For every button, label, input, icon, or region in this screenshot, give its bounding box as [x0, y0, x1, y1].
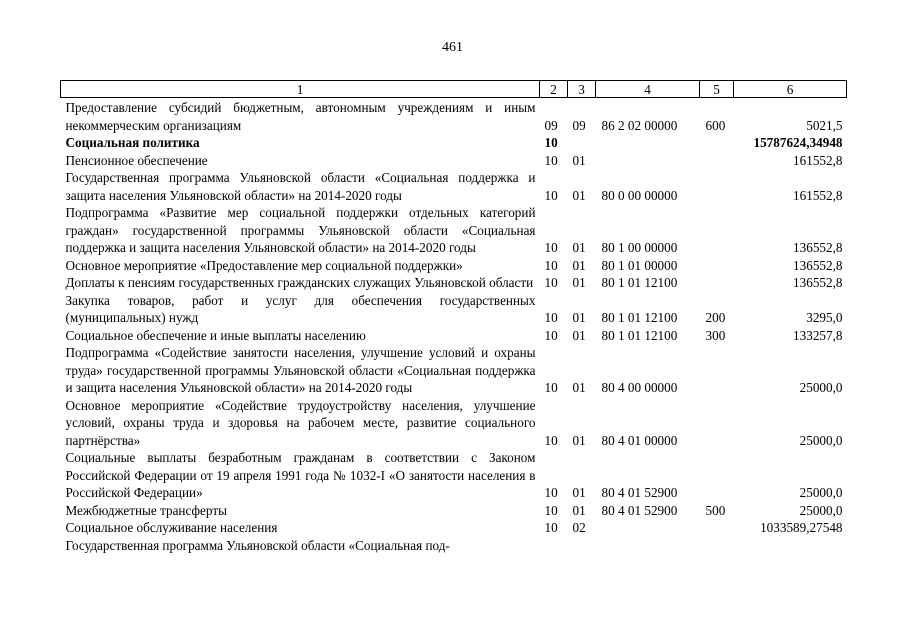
row-expense-type-cell: 500: [705, 502, 726, 518]
header-col-3: 3: [568, 81, 596, 98]
row-subsection-cell: 01: [572, 240, 586, 255]
row-subsection-cell: 01: [572, 310, 586, 325]
row-sum-cell: 161552,8: [793, 187, 843, 203]
header-col-6: 6: [734, 81, 847, 98]
row-subsection-cell: 01: [572, 152, 586, 168]
table-row: [61, 292, 847, 327]
row-subsection-cell: 01: [572, 275, 586, 290]
row-target-code-cell: [596, 519, 700, 537]
row-section-cell: [540, 537, 568, 555]
row-section-cell: 10: [544, 310, 558, 325]
row-expense-type-cell: [700, 204, 734, 257]
row-name-cell: Подпрограмма «Содействие занятости населения, улучшение условий и охраны труда» государственной программы Ульяновской области «Социальная поддержка и защита населения Ульяновской области» на 2014-2020 годы: [65, 345, 536, 395]
row-name-cell: Социальное обслуживание населения: [65, 520, 278, 535]
table-row: [61, 98, 847, 135]
row-subsection-cell: [568, 537, 596, 555]
row-section-cell: 10: [544, 432, 558, 448]
row-section-cell: 10: [544, 135, 558, 150]
row-name-cell: Подпрограмма «Развитие мер социальной поддержки отдельных категорий граждан» государственной программы Ульяновской области «Социальная поддержка и защита населения Ульяновской области» на 2014-2020 годы: [65, 205, 536, 255]
row-sum-cell: 136552,8: [793, 275, 843, 290]
row-subsection-cell: 01: [572, 257, 586, 273]
row-target-code-cell: 86 2 02 00000: [601, 117, 678, 133]
row-name-cell: Социальные выплаты безработным гражданам в соответствии с Законом Российской Федерации от 19 апреля 1991 года № 1032-I «О занятости населения в Российской Федерации»: [65, 450, 536, 500]
row-name-cell: Основное мероприятие «Предоставление мер социальной поддержки»: [65, 257, 463, 273]
row-sum-cell: 161552,8: [793, 152, 843, 168]
row-sum-cell: 136552,8: [793, 257, 843, 273]
row-section-cell: 10: [544, 152, 558, 168]
row-name-cell: Социальное обеспечение и иные выплаты населению: [65, 327, 366, 343]
table-row: [61, 134, 847, 152]
row-expense-type-cell: [700, 169, 734, 204]
table-row: [61, 397, 847, 450]
table-row: [61, 152, 847, 170]
row-section-cell: 10: [544, 257, 558, 273]
row-subsection-cell: [568, 134, 596, 152]
table-row: [61, 519, 847, 537]
row-expense-type-cell: 200: [705, 310, 726, 325]
row-name-cell: Межбюджетные трансферты: [65, 502, 227, 518]
header-col-5: 5: [700, 81, 734, 98]
row-sum-cell: 25000,0: [799, 432, 843, 448]
row-subsection-cell: 01: [572, 187, 586, 203]
table-row: [61, 274, 847, 292]
row-expense-type-cell: [700, 519, 734, 537]
row-subsection-cell: 01: [572, 327, 586, 343]
row-section-cell: 10: [544, 502, 558, 518]
row-sum-cell: 3295,0: [806, 310, 843, 325]
row-target-code-cell: 80 4 01 00000: [601, 432, 678, 448]
table-row: [61, 502, 847, 520]
row-expense-type-cell: [700, 152, 734, 170]
row-name-cell: Государственная программа Ульяновской области «Социальная под-: [65, 537, 450, 553]
row-subsection-cell: 01: [572, 432, 586, 448]
table-row: [61, 169, 847, 204]
row-name-cell: Пенсионное обеспечение: [65, 152, 208, 168]
row-subsection-cell: 09: [572, 117, 586, 133]
row-target-code-cell: 80 1 00 00000: [601, 240, 678, 255]
row-target-code-cell: [596, 537, 700, 555]
row-target-code-cell: 80 1 01 12100: [601, 310, 678, 325]
row-sum-cell: 5021,5: [806, 117, 843, 133]
row-target-code-cell: [596, 152, 700, 170]
table-row: [61, 327, 847, 345]
row-sum-cell: [734, 537, 847, 555]
row-name-cell: Закупка товаров, работ и услуг для обеспечения государственных (муниципальных) нужд: [65, 292, 536, 325]
row-expense-type-cell: [700, 134, 734, 152]
budget-table: [60, 80, 847, 554]
row-subsection-cell: 01: [572, 485, 586, 500]
page-number: 461: [442, 40, 463, 55]
row-section-cell: 09: [544, 117, 558, 133]
table-header: [61, 81, 847, 98]
row-target-code-cell: 80 4 01 52900: [601, 502, 678, 518]
table-body: [61, 98, 847, 555]
row-name-cell: Государственная программа Ульяновской области «Социальная поддержка и защита населения Ульяновской области» на 2014-2020 годы: [65, 170, 536, 203]
table-row: [61, 537, 847, 555]
row-section-cell: 10: [544, 520, 558, 535]
table-row: [61, 344, 847, 397]
row-subsection-cell: 01: [572, 380, 586, 395]
row-expense-type-cell: [700, 397, 734, 450]
row-sum-cell: 25000,0: [799, 485, 843, 500]
row-expense-type-cell: [700, 344, 734, 397]
row-expense-type-cell: [700, 449, 734, 502]
table-row: [61, 257, 847, 275]
row-subsection-cell: 02: [572, 520, 586, 535]
row-section-cell: 10: [544, 327, 558, 343]
row-expense-type-cell: [700, 274, 734, 292]
row-sum-cell: 15787624,34948: [753, 135, 843, 150]
row-name-cell: Предоставление субсидий бюджетным, автономным учреждениям и иным некоммерческим организациям: [65, 100, 536, 133]
row-target-code-cell: 80 0 00 00000: [601, 187, 678, 203]
row-section-cell: 10: [544, 275, 558, 290]
row-target-code-cell: 80 4 01 52900: [601, 485, 678, 500]
row-sum-cell: 25000,0: [799, 380, 843, 395]
row-target-code-cell: 80 1 01 00000: [601, 257, 678, 273]
row-expense-type-cell: 600: [705, 117, 726, 133]
row-name-cell: Социальная политика: [65, 135, 200, 150]
row-section-cell: 10: [544, 240, 558, 255]
row-sum-cell: 1033589,27548: [760, 520, 843, 535]
row-section-cell: 10: [544, 380, 558, 395]
row-target-code-cell: 80 1 01 12100: [601, 327, 678, 343]
row-section-cell: 10: [544, 485, 558, 500]
row-expense-type-cell: [700, 257, 734, 275]
row-target-code-cell: [596, 134, 700, 152]
row-sum-cell: 25000,0: [799, 502, 843, 518]
row-target-code-cell: 80 1 01 12100: [601, 275, 678, 290]
row-target-code-cell: 80 4 00 00000: [601, 380, 678, 395]
row-section-cell: 10: [544, 187, 558, 203]
header-col-1: 1: [61, 81, 540, 98]
table-row: [61, 204, 847, 257]
row-name-cell: Доплаты к пенсиям государственных гражданских служащих Ульяновской области: [65, 275, 534, 290]
header-col-2: 2: [540, 81, 568, 98]
row-expense-type-cell: 300: [705, 327, 726, 343]
table-row: [61, 449, 847, 502]
row-sum-cell: 133257,8: [793, 327, 843, 343]
row-expense-type-cell: [700, 537, 734, 555]
row-subsection-cell: 01: [572, 502, 586, 518]
header-col-4: 4: [596, 81, 700, 98]
row-name-cell: Основное мероприятие «Содействие трудоустройству населения, улучшение условий, охраны труда и здоровья на рабочем месте, развитие социального партнёрства»: [65, 397, 536, 448]
row-sum-cell: 136552,8: [793, 240, 843, 255]
